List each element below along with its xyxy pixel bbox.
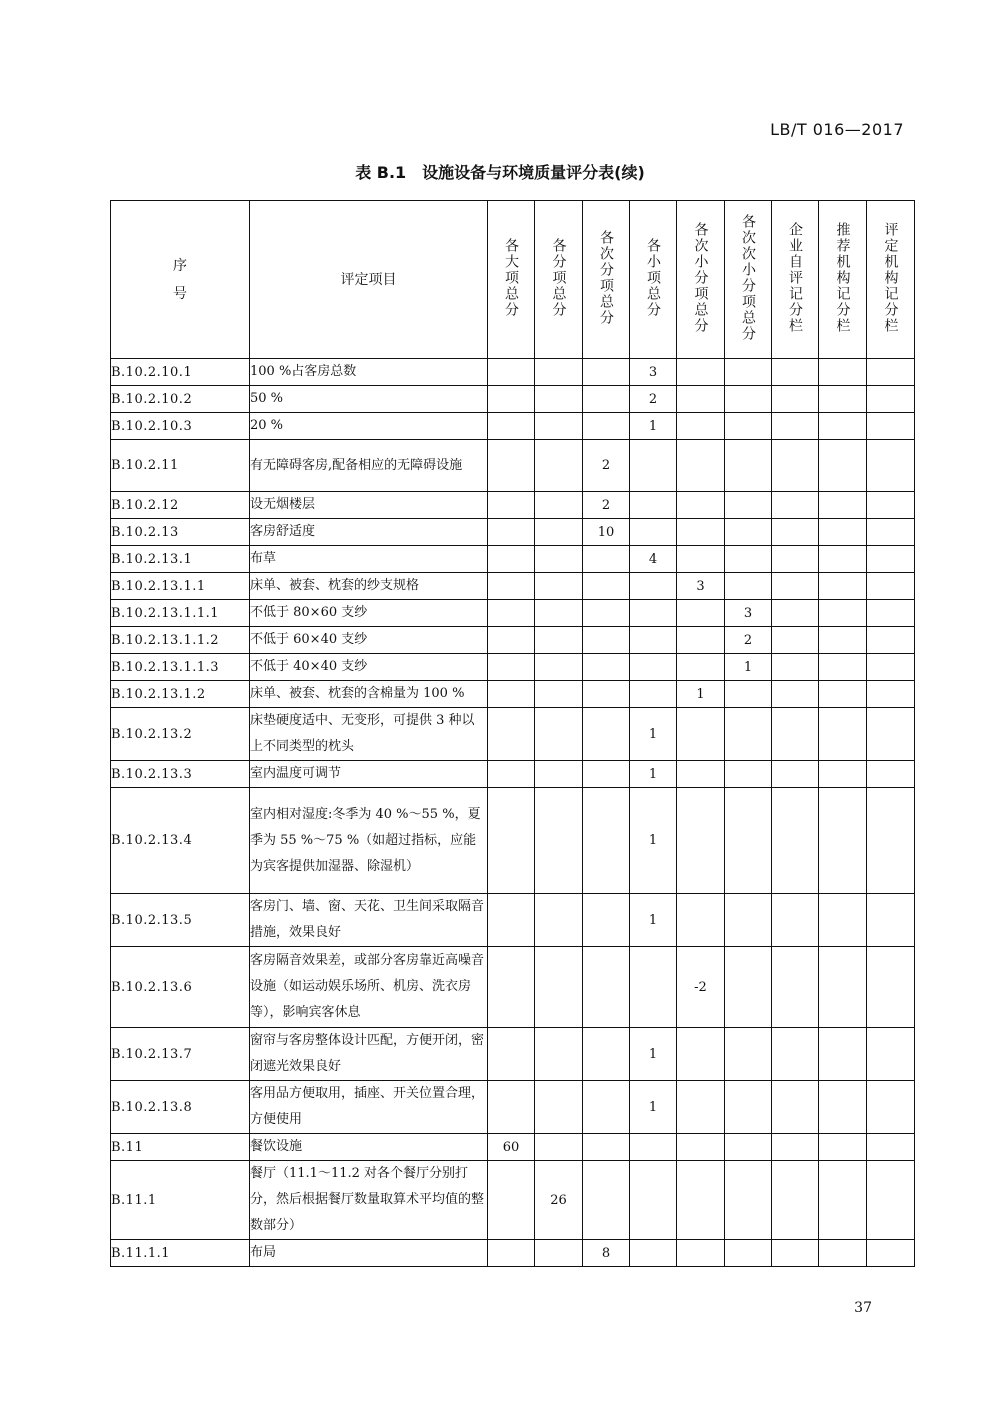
score-cell [630,519,677,546]
score-cell [535,708,583,761]
score-cell [677,788,725,894]
score-cell [772,386,819,413]
row-item: 床垫硬度适中、无变形，可提供 3 种以上不同类型的枕头 [250,708,488,761]
score-cell [488,519,535,546]
row-item: 餐厅（11.1～11.2 对各个餐厅分别打分，然后根据餐厅数量取算术平均值的整数部分） [250,1161,488,1240]
row-seq: B.10.2.10.2 [111,386,250,413]
header-score: 各大项总分 [488,201,535,359]
score-cell [677,708,725,761]
header-seq: 序 号 [111,201,250,359]
score-cell: 2 [583,440,630,492]
score-cell [819,761,867,788]
score-cell [535,600,583,627]
score-cell [488,413,535,440]
score-cell [772,546,819,573]
row-seq: B.11.1.1 [111,1240,250,1267]
table-row [111,681,915,708]
table-row [111,600,915,627]
score-cell [488,681,535,708]
table-row [111,894,915,947]
score-cell [819,413,867,440]
row-seq: B.10.2.10.3 [111,413,250,440]
score-cell: 8 [583,1240,630,1267]
score-cell [535,654,583,681]
score-cell [772,492,819,519]
score-cell [772,761,819,788]
row-item: 窗帘与客房整体设计匹配，方便开闭，密闭遮光效果良好 [250,1028,488,1081]
score-cell: 1 [677,681,725,708]
score-cell [535,1134,583,1161]
score-cell [677,1240,725,1267]
score-cell [725,546,772,573]
score-cell [535,761,583,788]
score-cell [583,1161,630,1240]
row-seq: B.10.2.13.1 [111,546,250,573]
row-item: 客房舒适度 [250,519,488,546]
score-cell [583,413,630,440]
row-seq: B.10.2.13.1.1.2 [111,627,250,654]
score-cell [725,1028,772,1081]
score-cell [488,761,535,788]
table-row [111,1081,915,1134]
row-item: 客用品方便取用，插座、开关位置合理，方便使用 [250,1081,488,1134]
score-cell: 2 [583,492,630,519]
score-cell [583,600,630,627]
score-cell [867,708,915,761]
row-item: 床单、被套、枕套的含棉量为 100 % [250,681,488,708]
score-cell [583,708,630,761]
score-cell [535,1240,583,1267]
score-cell: 1 [630,894,677,947]
score-cell [725,708,772,761]
score-cell [725,440,772,492]
score-cell [819,681,867,708]
score-cell [867,681,915,708]
score-cell [535,573,583,600]
score-cell [488,386,535,413]
score-cell [867,627,915,654]
row-item: 不低于 60×40 支纱 [250,627,488,654]
score-cell [630,573,677,600]
score-cell [819,894,867,947]
row-item: 100 %占客房总数 [250,359,488,386]
score-cell [725,1240,772,1267]
score-cell [488,1081,535,1134]
score-cell: 1 [630,708,677,761]
row-seq: B.10.2.13.1.1 [111,573,250,600]
table-row [111,627,915,654]
score-cell [867,359,915,386]
score-cell [488,492,535,519]
header-score: 企业自评记分栏 [772,201,819,359]
score-cell [677,546,725,573]
score-cell [772,894,819,947]
score-cell [677,492,725,519]
score-cell [819,573,867,600]
score-cell [630,654,677,681]
score-cell [488,947,535,1028]
score-cell [677,440,725,492]
row-seq: B.10.2.13.1.1.1 [111,600,250,627]
score-cell [867,1240,915,1267]
table-row [111,413,915,440]
row-seq: B.10.2.13.1.2 [111,681,250,708]
table-row [111,546,915,573]
score-cell: 2 [630,386,677,413]
row-seq: B.10.2.13.1.1.3 [111,654,250,681]
score-cell [725,761,772,788]
score-cell [819,1028,867,1081]
score-cell [630,440,677,492]
table-row [111,788,915,894]
score-cell: 3 [630,359,677,386]
score-cell: 3 [677,573,725,600]
score-cell [725,1161,772,1240]
row-seq: B.10.2.13.6 [111,947,250,1028]
row-seq: B.10.2.11 [111,440,250,492]
row-item: 客房门、墙、窗、天花、卫生间采取隔音措施，效果良好 [250,894,488,947]
score-cell [488,546,535,573]
score-cell [677,654,725,681]
score-cell [725,894,772,947]
row-item: 餐饮设施 [250,1134,488,1161]
score-cell [819,386,867,413]
score-cell [819,1240,867,1267]
score-cell [772,1081,819,1134]
score-cell: 10 [583,519,630,546]
score-cell: -2 [677,947,725,1028]
score-cell [583,1028,630,1081]
score-cell [772,1134,819,1161]
score-cell [772,1240,819,1267]
score-cell [677,386,725,413]
score-cell [867,600,915,627]
score-cell [725,413,772,440]
score-cell [772,681,819,708]
score-cell [772,359,819,386]
score-cell [677,1134,725,1161]
row-item: 布局 [250,1240,488,1267]
score-cell [819,788,867,894]
row-seq: B.10.2.13.5 [111,894,250,947]
score-cell: 1 [630,1028,677,1081]
score-cell [630,1134,677,1161]
score-cell [819,1134,867,1161]
header-score: 各次小分项总分 [677,201,725,359]
score-cell [488,788,535,894]
score-cell [867,788,915,894]
score-cell [583,654,630,681]
table-row [111,947,915,1028]
score-cell [867,440,915,492]
score-cell [867,1134,915,1161]
score-cell [867,386,915,413]
row-item: 有无障碍客房,配备相应的无障碍设施 [250,440,488,492]
row-item: 设无烟楼层 [250,492,488,519]
score-cell [583,627,630,654]
table-header-row [111,201,915,359]
score-cell [867,413,915,440]
score-cell [772,573,819,600]
score-cell [819,627,867,654]
score-cell [535,519,583,546]
score-cell [772,627,819,654]
row-seq: B.10.2.13.7 [111,1028,250,1081]
score-cell [867,519,915,546]
score-cell [488,894,535,947]
score-cell [677,627,725,654]
table-row [111,519,915,546]
score-cell [772,1028,819,1081]
table-row [111,492,915,519]
score-cell [535,894,583,947]
score-cell [725,519,772,546]
document-code: LB/T 016—2017 [770,120,904,139]
score-cell [488,1028,535,1081]
score-cell [819,519,867,546]
table-row [111,654,915,681]
table-row [111,1028,915,1081]
header-score: 评定机构记分栏 [867,201,915,359]
score-cell [772,600,819,627]
header-score: 各次次小分项总分 [725,201,772,359]
score-cell [725,1134,772,1161]
score-cell [583,573,630,600]
table-row [111,761,915,788]
row-item: 不低于 80×60 支纱 [250,600,488,627]
score-cell [867,894,915,947]
score-cell: 3 [725,600,772,627]
score-cell: 1 [725,654,772,681]
score-cell [677,894,725,947]
score-cell [725,681,772,708]
score-cell: 1 [630,413,677,440]
table-row [111,440,915,492]
score-cell [583,894,630,947]
table-row [111,1161,915,1240]
score-cell [535,440,583,492]
score-cell [630,681,677,708]
score-cell [583,359,630,386]
score-cell [819,1081,867,1134]
score-cell [488,654,535,681]
score-cell [819,947,867,1028]
score-cell [819,359,867,386]
score-cell [583,1081,630,1134]
score-cell [630,492,677,519]
score-cell [867,761,915,788]
score-cell [630,627,677,654]
score-cell [772,654,819,681]
score-cell: 26 [535,1161,583,1240]
score-cell [535,492,583,519]
score-cell [535,788,583,894]
score-cell: 1 [630,1081,677,1134]
score-cell [583,761,630,788]
score-cell [630,1161,677,1240]
row-seq: B.10.2.13.3 [111,761,250,788]
score-cell [867,654,915,681]
score-cell [725,492,772,519]
row-item: 布草 [250,546,488,573]
header-score: 各小项总分 [630,201,677,359]
score-cell: 2 [725,627,772,654]
row-seq: B.10.2.13 [111,519,250,546]
row-seq: B.10.2.13.8 [111,1081,250,1134]
score-cell [583,681,630,708]
score-cell [677,413,725,440]
score-cell [488,627,535,654]
score-cell [772,947,819,1028]
row-item: 室内相对湿度:冬季为 40 %～55 %，夏季为 55 %～75 %（如超过指标，应能为宾客提供加湿器、除湿机） [250,788,488,894]
score-cell [819,1161,867,1240]
score-cell [535,386,583,413]
header-score: 推荐机构记分栏 [819,201,867,359]
score-cell: 60 [488,1134,535,1161]
score-cell [488,1161,535,1240]
score-cell [488,573,535,600]
row-seq: B.11 [111,1134,250,1161]
score-cell [772,413,819,440]
score-cell [867,573,915,600]
score-cell [867,1028,915,1081]
header-score: 各次分项总分 [583,201,630,359]
score-cell [630,947,677,1028]
score-cell [867,492,915,519]
table-row [111,1240,915,1267]
score-cell [819,492,867,519]
score-cell [488,708,535,761]
score-cell [819,654,867,681]
score-cell [725,1081,772,1134]
score-cell [535,681,583,708]
score-cell [583,546,630,573]
score-cell [677,519,725,546]
score-cell [819,546,867,573]
page-number: 37 [854,1300,872,1316]
row-item: 床单、被套、枕套的纱支规格 [250,573,488,600]
score-cell [867,1161,915,1240]
score-cell [677,359,725,386]
score-cell [725,947,772,1028]
score-cell [677,1161,725,1240]
score-cell [535,627,583,654]
score-cell [725,359,772,386]
score-cell [725,386,772,413]
score-cell [819,440,867,492]
header-score: 各分项总分 [535,201,583,359]
row-item: 20 % [250,413,488,440]
score-cell [535,947,583,1028]
table-row [111,573,915,600]
row-item: 客房隔音效果差，或部分客房靠近高噪音设施（如运动娱乐场所、机房、洗衣房等），影响宾客休息 [250,947,488,1028]
score-cell [772,440,819,492]
score-cell [488,440,535,492]
row-seq: B.11.1 [111,1161,250,1240]
score-cell [772,519,819,546]
score-cell [677,600,725,627]
table-row [111,386,915,413]
score-cell [677,1028,725,1081]
score-cell [535,1081,583,1134]
table-row [111,708,915,761]
score-cell [677,761,725,788]
score-cell [535,546,583,573]
score-cell: 4 [630,546,677,573]
score-cell [725,573,772,600]
row-seq: B.10.2.12 [111,492,250,519]
score-cell [867,546,915,573]
table-title: 表 B.1 设施设备与环境质量评分表(续) [355,163,645,182]
score-cell: 1 [630,788,677,894]
score-cell [630,600,677,627]
score-cell [867,947,915,1028]
score-cell [583,788,630,894]
row-seq: B.10.2.13.2 [111,708,250,761]
score-cell [819,600,867,627]
table-row [111,359,915,386]
score-cell [535,413,583,440]
score-cell [677,1081,725,1134]
score-cell [819,708,867,761]
score-cell [630,1240,677,1267]
score-cell [725,788,772,894]
score-cell [488,1240,535,1267]
score-cell: 1 [630,761,677,788]
header-item: 评定项目 [250,201,488,359]
score-cell [583,947,630,1028]
table-body [111,359,915,1267]
score-cell [772,708,819,761]
score-cell [535,1028,583,1081]
row-item: 50 % [250,386,488,413]
row-seq: B.10.2.13.4 [111,788,250,894]
row-item: 不低于 40×40 支纱 [250,654,488,681]
score-cell [583,1134,630,1161]
score-cell [867,1081,915,1134]
scoring-table [110,200,915,1267]
score-cell [583,386,630,413]
score-cell [488,359,535,386]
score-cell [535,359,583,386]
score-cell [772,1161,819,1240]
row-seq: B.10.2.10.1 [111,359,250,386]
score-cell [488,600,535,627]
table-row [111,1134,915,1161]
score-cell [772,788,819,894]
row-item: 室内温度可调节 [250,761,488,788]
